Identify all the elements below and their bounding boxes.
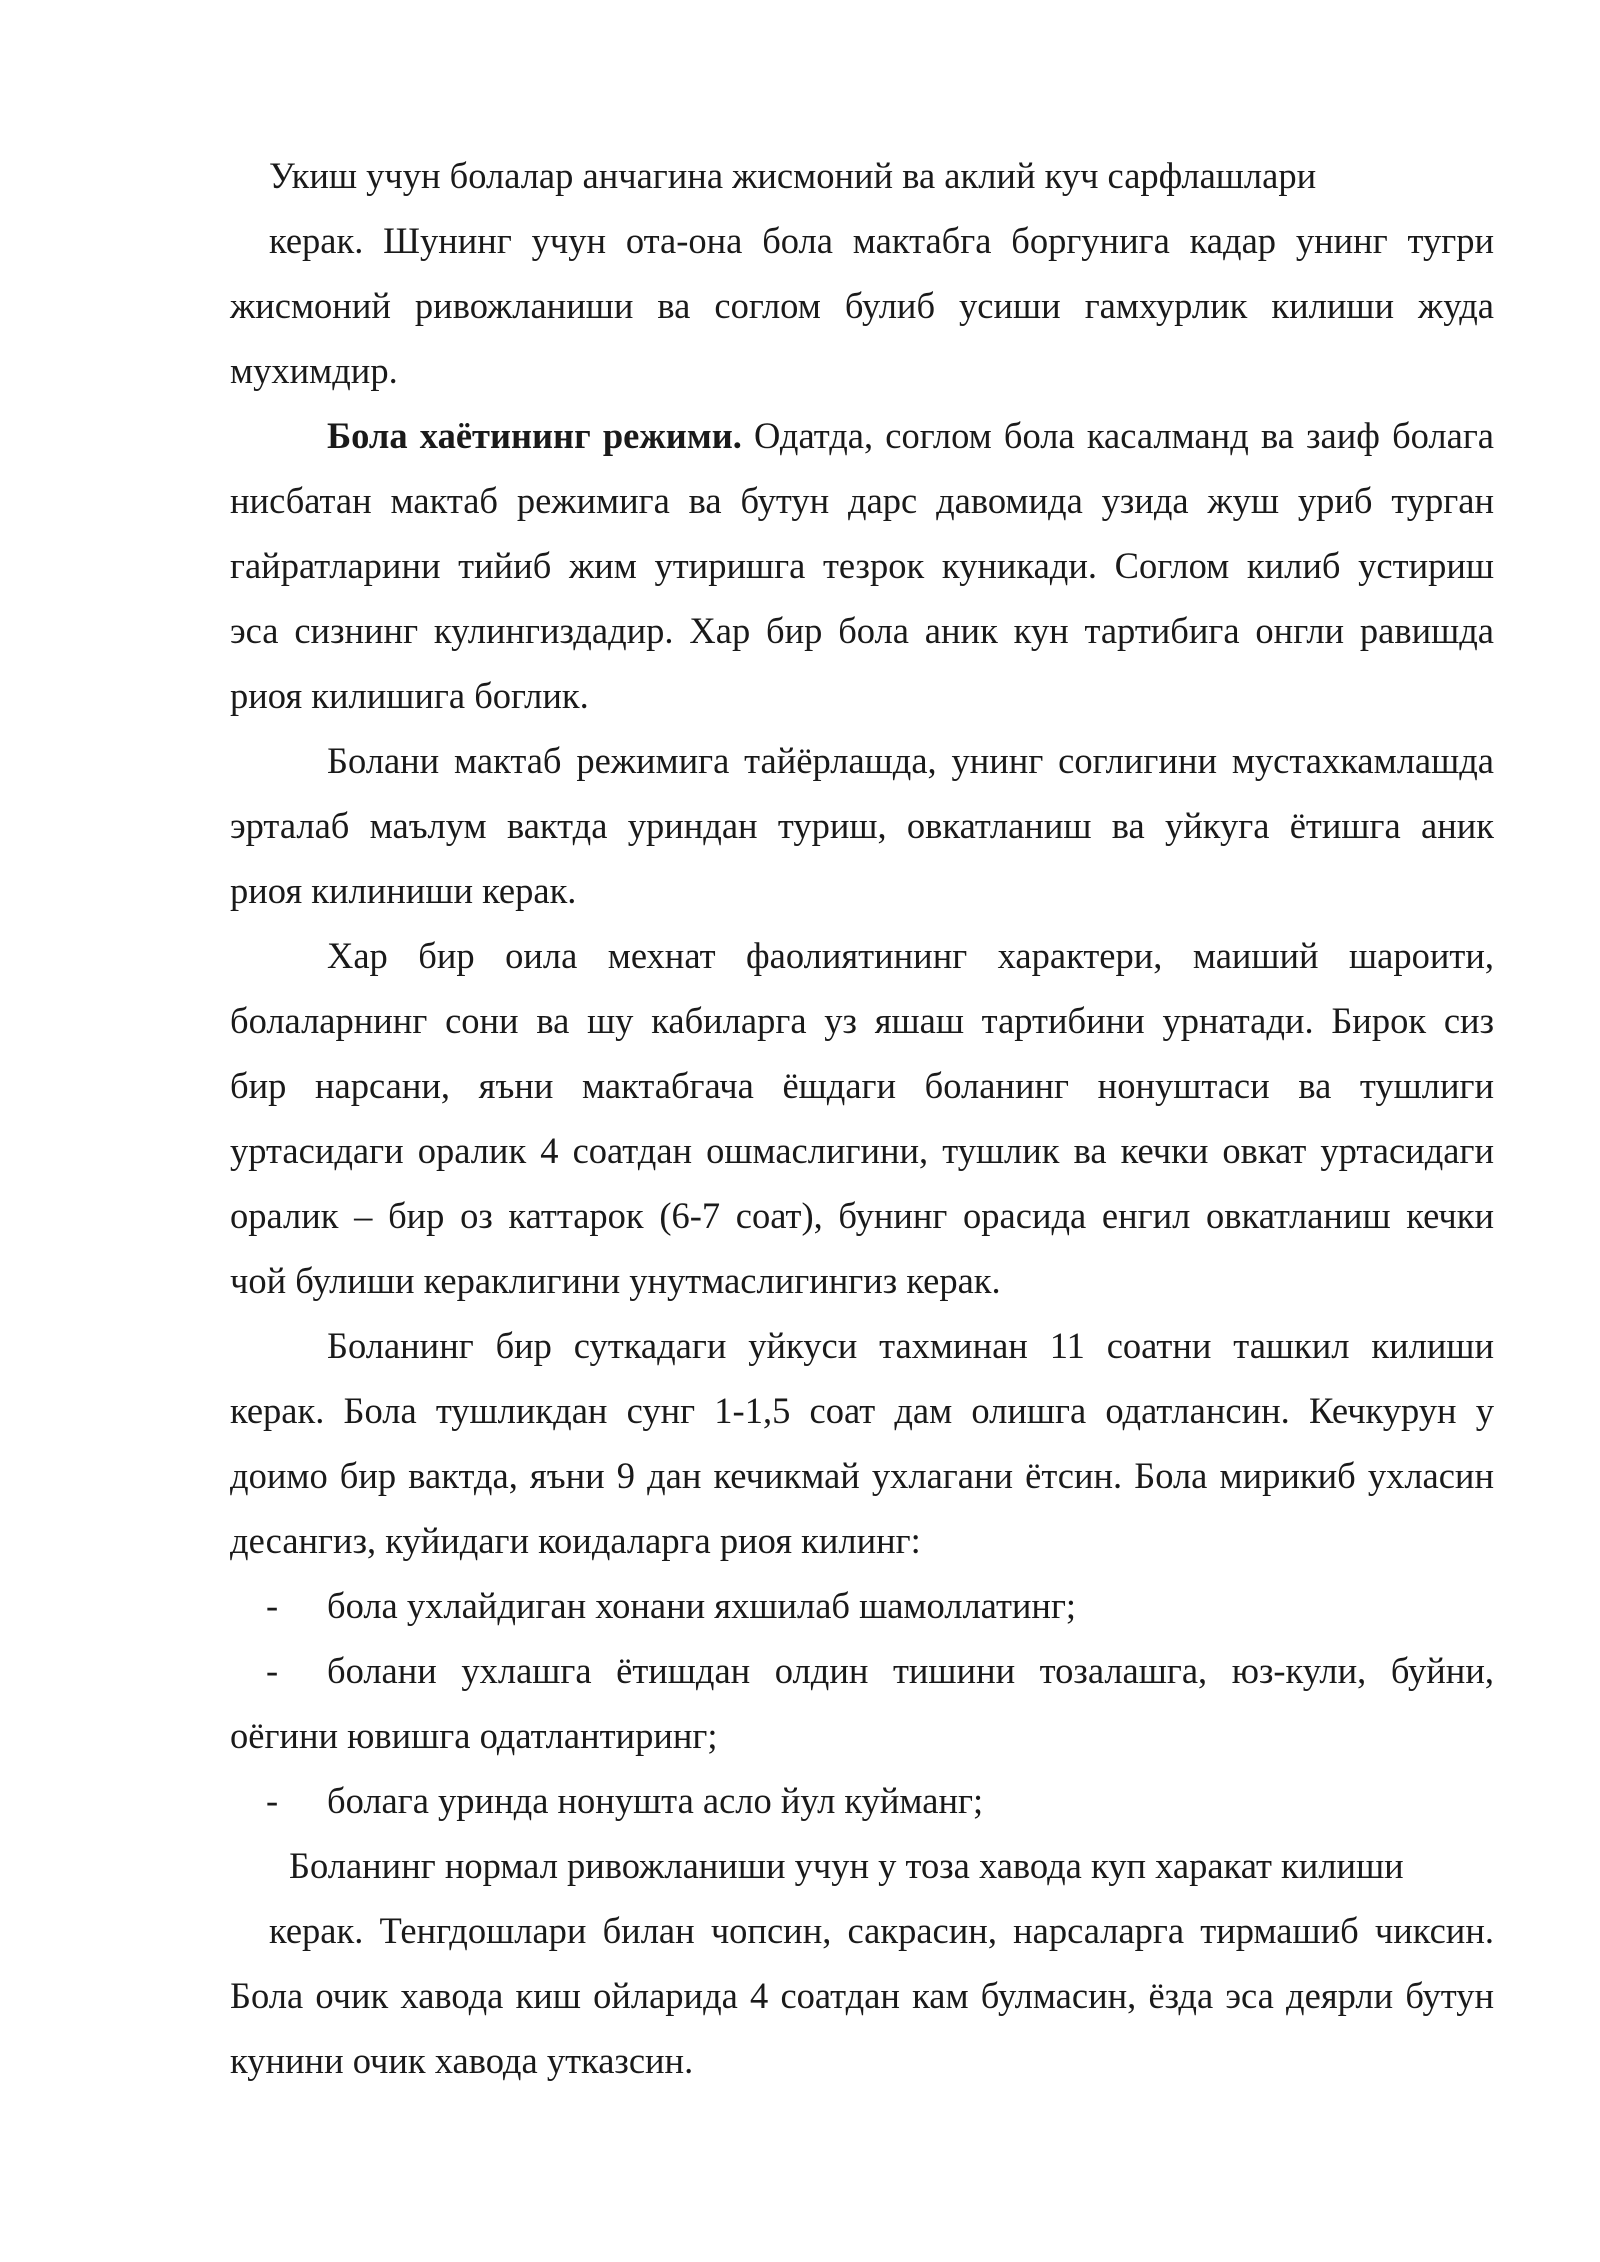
paragraph-line: Болани мактаб режимига тайёрлашда, унинг соглигини мустахкамлашда — [327, 740, 1494, 781]
paragraph-line: бир нарсани, яъни мактабгача ёшдаги боланинг нонуштаси ва тушлиги — [230, 1065, 1494, 1106]
paragraph-line: Боланинг нормал ривожланиши учун у тоза хавода куп харакат килиши — [289, 1845, 1404, 1886]
paragraph-line: десангиз, куйидаги коидаларга риоя килинг: — [230, 1520, 921, 1561]
paragraph-line — [327, 412, 1494, 460]
paragraph-line: доимо бир вактда, яъни 9 дан кечикмай ухлагани ётсин. Бола мирикиб ухласин — [230, 1455, 1494, 1496]
paragraph-line: Бола очик хавода киш ойларида 4 соатдан кам булмасин, ёзда эса деярли бутун — [230, 1975, 1494, 2016]
paragraph-line: мухимдир. — [230, 350, 398, 391]
list-item: болага уринда нонушта асло йул куйманг; — [327, 1780, 984, 1821]
paragraph-line: жисмоний ривожланиши ва соглом булиб усиши гамхурлик килиши жуда — [230, 285, 1494, 326]
paragraph-line: Укиш учун болалар анчагина жисмоний ва аклий куч сарфлашлари — [269, 155, 1317, 196]
paragraph-line: болаларнинг сони ва шу кабиларга уз яшаш тартибини урнатади. Бирок сиз — [230, 1000, 1494, 1041]
paragraph-line: кунини очик хавода утказсин. — [230, 2040, 694, 2081]
list-marker: - — [266, 1650, 279, 1691]
paragraph-text: Одатда, соглом бола касалманд ва заиф болага — [754, 415, 1494, 456]
paragraph-line: Хар бир оила мехнат фаолиятининг характери, маиший шароити, — [327, 935, 1494, 976]
paragraph-line: нисбатан мактаб режимига ва бутун дарс давомида узида жуш уриб турган — [230, 480, 1494, 521]
paragraph-line: уртасидаги оралик 4 соатдан ошмаслигини, тушлик ва кечки овкат уртасидаги — [230, 1130, 1494, 1171]
paragraph-line: керак. Шунинг учун ота-она бола мактабга боргунига кадар унинг тугри — [269, 220, 1494, 261]
paragraph-line: оралик – бир оз каттарок (6-7 соат), бунинг орасида енгил овкатланиш кечки — [230, 1195, 1494, 1236]
paragraph-line: Боланинг бир суткадаги уйкуси тахминан 11 соатни ташкил килиши — [327, 1325, 1494, 1366]
paragraph-line: керак. Тенгдошлари билан чопсин, сакрасин, нарсаларга тирмашиб чиксин. — [269, 1910, 1494, 1951]
list-marker: - — [266, 1780, 279, 1821]
paragraph-line: эса сизнинг кулингиздадир. Хар бир бола аник кун тартибига онгли равишда — [230, 610, 1494, 651]
paragraph-line: эрталаб маълум вактда уриндан туриш, овкатланиш ва уйкуга ётишга аник — [230, 805, 1494, 846]
paragraph-line: риоя килишига боглик. — [230, 675, 589, 716]
section-heading: Бола хаётининг режими. — [327, 415, 742, 456]
paragraph-line: чой булиши кераклигини унутмаслигингиз керак. — [230, 1260, 1001, 1301]
paragraph-line: керак. Бола тушликдан сунг 1-1,5 соат дам олишга одатлансин. Кечкурун у — [230, 1390, 1494, 1431]
paragraph-line: гайратларини тийиб жим утиришга тезрок куникади. Соглом килиб устириш — [230, 545, 1494, 586]
paragraph-line: риоя килиниши керак. — [230, 870, 577, 911]
list-item-continuation: оёгини ювишга одатлантиринг; — [230, 1715, 718, 1756]
list-item: бола ухлайдиган хонани яхшилаб шамоллатинг; — [327, 1585, 1077, 1626]
list-marker: - — [266, 1585, 279, 1626]
list-item: болани ухлашга ётишдан олдин тишини тозалашга, юз-кули, буйни, — [327, 1650, 1494, 1691]
